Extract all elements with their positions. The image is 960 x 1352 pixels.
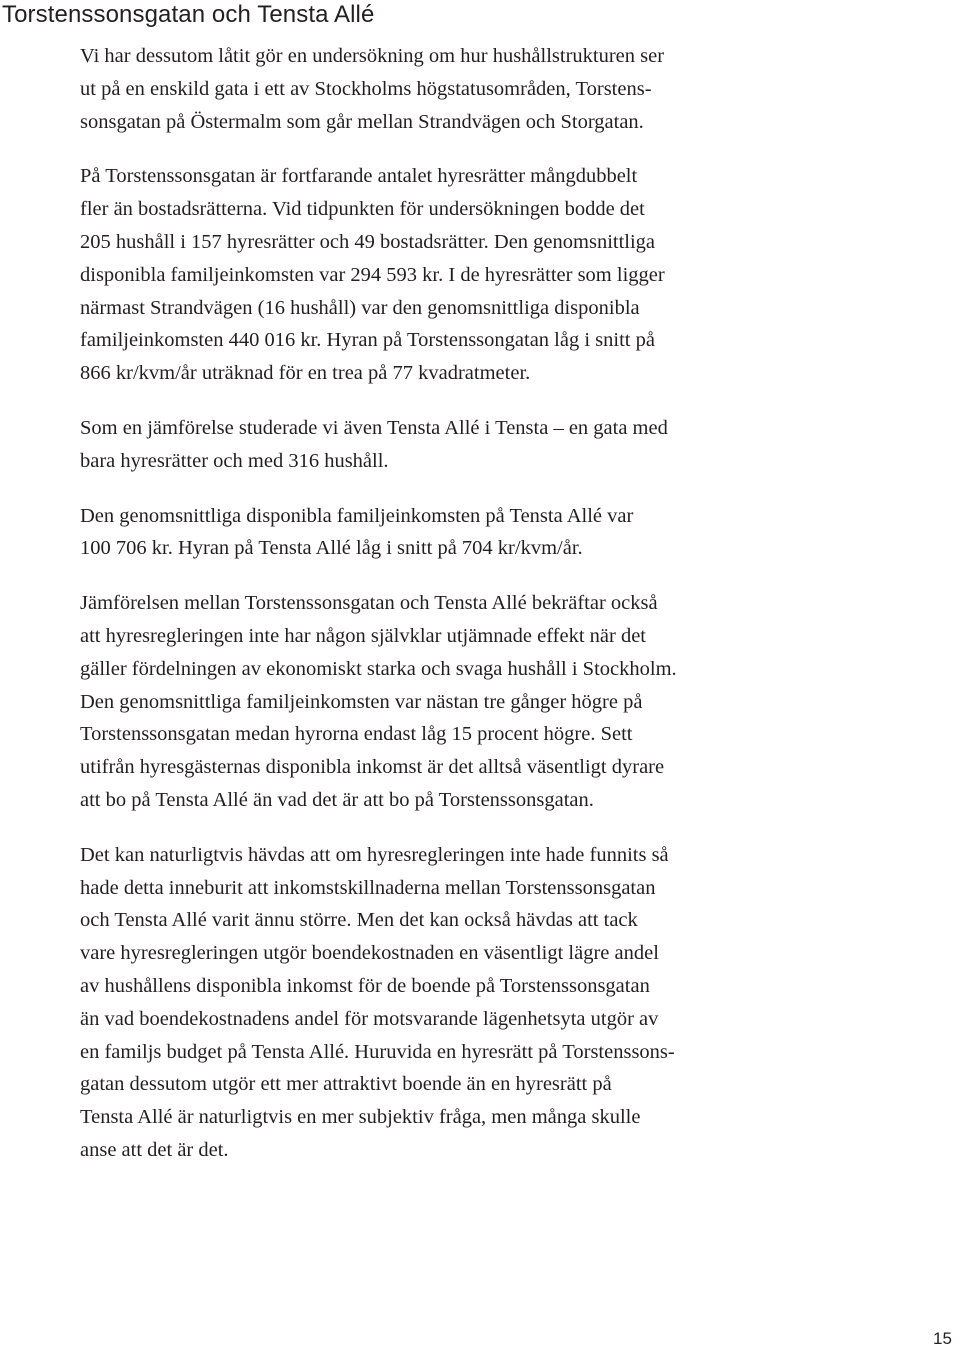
text-line: Torstenssonsgatan medan hyrorna endast låg 15 procent högre. Sett — [80, 723, 633, 746]
text-line: en familjs budget på Tensta Allé. Huruvida en hyresrätt på Torstenssons- — [80, 1040, 675, 1063]
text-line: att hyresregleringen inte har någon självklar utjämnade effekt när det — [80, 624, 646, 647]
text-line: Vi har dessutom låtit gör en undersökning om hur hushållstrukturen ser — [80, 45, 665, 67]
text-line: närmast Strandvägen (16 hushåll) var den genomsnittliga disponibla — [80, 296, 640, 319]
text-line: fler än bostadsrätterna. Vid tidpunkten för undersökningen bodde det — [80, 198, 645, 221]
page-number: 15 — [933, 1329, 952, 1348]
text-line: gatan dessutom utgör ett mer attraktivt boende än en hyresrätt på — [80, 1073, 612, 1096]
paragraph-intro — [80, 40, 780, 138]
text-line: hade detta inneburit att inkomstskillnaderna mellan Torstenssonsgatan — [80, 876, 656, 899]
paragraph-discussion — [80, 839, 780, 1167]
text-line: anse att det är det. — [80, 1138, 229, 1161]
text-line: Den genomsnittliga familjeinkomsten var nästan tre gånger högre på — [80, 690, 643, 713]
page-heading: Torstenssonsgatan och Tensta Allé — [2, 1, 375, 28]
paragraph-torstenssonsgatan — [80, 160, 780, 390]
text-line: att bo på Tensta Allé än vad det är att bo på Torstenssonsgatan. — [80, 788, 594, 811]
text-line: gäller fördelningen av ekonomiskt starka och svaga hushåll i Stockholm. — [80, 657, 677, 680]
text-line: disponibla familjeinkomsten var 294 593 kr. I de hyresrätter som ligger — [80, 263, 665, 286]
text-line: vare hyresregleringen utgör boendekostnaden en väsentligt lägre andel — [80, 942, 659, 965]
text-line: 100 706 kr. Hyran på Tensta Allé låg i snitt på 704 kr/kvm/år. — [80, 537, 583, 560]
text-line: sonsgatan på Östermalm som går mellan Strandvägen och Storgatan. — [80, 110, 644, 133]
text-line: På Torstenssonsgatan är fortfarande antalet hyresrätter mångdubbelt — [80, 165, 638, 188]
text-line: och Tensta Allé varit ännu större. Men det kan också hävdas att tack — [80, 909, 638, 932]
text-line: Det kan naturligtvis hävdas att om hyresregleringen inte hade funnits så — [80, 843, 669, 866]
text-line: 205 hushåll i 157 hyresrätter och 49 bostadsrätter. Den genomsnittliga — [80, 230, 656, 253]
text-line: familjeinkomsten 440 016 kr. Hyran på Torstenssongatan låg i snitt på — [80, 329, 655, 352]
paragraph-tensta-income — [80, 500, 780, 566]
body-text — [80, 40, 780, 1189]
text-line: Som en jämförelse studerade vi även Tensta Allé i Tensta – en gata med — [80, 416, 668, 439]
text-line: 866 kr/kvm/år uträknad för en trea på 77 kvadratmeter. — [80, 362, 531, 385]
text-line: Tensta Allé är naturligtvis en mer subjektiv fråga, men många skulle — [80, 1106, 641, 1129]
paragraph-conclusion — [80, 587, 780, 817]
paragraph-tensta-comparison — [80, 412, 780, 478]
text-line: bara hyresrätter och med 316 hushåll. — [80, 449, 389, 472]
text-line: utifrån hyresgästernas disponibla inkomst är det alltså väsentligt dyrare — [80, 756, 665, 779]
text-line: Jämförelsen mellan Torstenssonsgatan och Tensta Allé bekräftar också — [80, 592, 658, 615]
text-line: än vad boendekostnadens andel för motsvarande lägenhetsyta utgör av — [80, 1007, 659, 1030]
text-line: ut på en enskild gata i ett av Stockholms högstatusområden, Torstens- — [80, 77, 652, 100]
text-line: av hushållens disponibla inkomst för de boende på Torstenssonsgatan — [80, 974, 650, 997]
text-line: Den genomsnittliga disponibla familjeinkomsten på Tensta Allé var — [80, 504, 634, 527]
